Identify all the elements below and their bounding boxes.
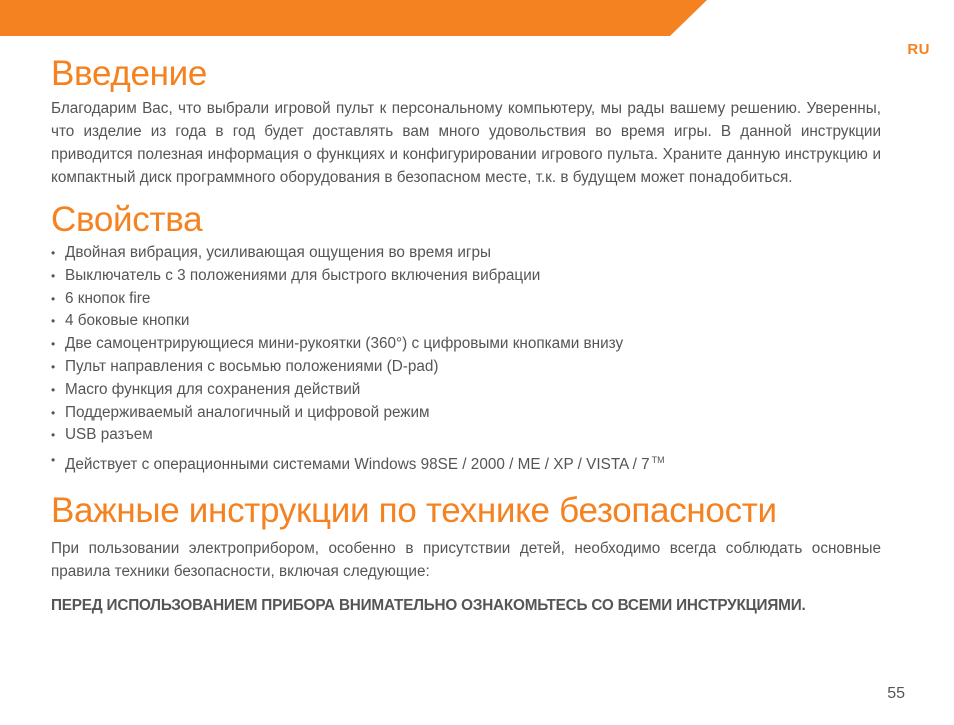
feature-text: 6 кнопок fire <box>65 289 151 307</box>
feature-text: USB разъем <box>65 426 153 444</box>
feature-item <box>51 424 881 447</box>
bullet-icon: • <box>51 246 56 260</box>
language-code: RU <box>907 41 930 58</box>
features-title: Свойства <box>51 200 203 239</box>
feature-text: Выключатель с 3 положениями для быстрого включения вибрации <box>65 266 541 284</box>
bullet-icon: • <box>51 314 56 329</box>
header-accent-shape <box>0 0 954 36</box>
feature-text: Две самоцентрирующиеся мини-рукоятки (360°) с цифровыми кнопками внизу <box>65 335 624 353</box>
feature-item <box>51 402 881 425</box>
features-list <box>51 242 881 477</box>
bullet-icon: • <box>51 268 56 283</box>
intro-paragraph: Благодарим Вас, что выбрали игровой пульт к персональному компьютеру, мы рады вашему решению. Уверенны, что изделие из года в год будет доставлять вам много удовольствия во время игры. В данной инструкции приводится полезная информация о функциях и конфигурировании игрового пульта. Храните данную инструкцию и компактный диск программного оборудования в безопасном месте, т.к. в будущем может понадобиться. <box>51 100 881 186</box>
feature-item <box>51 310 881 333</box>
header-accent-bar <box>0 0 954 36</box>
safety-warning: ПЕРЕД ИСПОЛЬЗОВАНИЕМ ПРИБОРА ВНИМАТЕЛЬНО ОЗНАКОМЬТЕСЬ СО ВСЕМИ ИНСТРУКЦИЯМИ. <box>51 596 806 614</box>
bullet-icon: • <box>51 291 56 306</box>
feature-text: 4 боковые кнопки <box>65 312 190 330</box>
feature-text: Поддерживаемый аналогичный и цифровой режим <box>65 403 430 421</box>
feature-text: Действует с операционными системами Windows 98SE / 2000 / ME / XP / VISTA / 7 <box>65 456 650 474</box>
feature-text: Двойная вибрация, усиливающая ощущения во время игры <box>65 244 491 261</box>
bullet-icon: • <box>51 428 56 443</box>
intro-title: Введение <box>51 54 208 93</box>
feature-text: Macro функция для сохранения действий <box>65 380 361 398</box>
bullet-icon: • <box>51 382 56 397</box>
feature-text: Пульт направления с восьмью положениями (D-pad) <box>65 357 439 375</box>
feature-item <box>51 356 881 379</box>
feature-item <box>51 449 881 477</box>
feature-item <box>51 288 881 311</box>
bullet-icon: • <box>51 359 56 374</box>
trademark-superscript: TM <box>651 455 665 466</box>
feature-item <box>51 265 881 288</box>
page-content <box>51 54 881 617</box>
bullet-icon: • <box>51 337 56 352</box>
bullet-icon: • <box>51 405 56 420</box>
safety-paragraph: При пользовании электроприбором, особенно в присутствии детей, необходимо всегда соблюдать основные правила техники безопасности, включая следующие: <box>51 539 881 580</box>
feature-item <box>51 333 881 356</box>
feature-item <box>51 242 881 265</box>
bullet-icon: • <box>51 453 56 468</box>
page-number: 55 <box>887 685 905 702</box>
feature-item <box>51 379 881 402</box>
safety-title: Важные инструкции по технике безопасности <box>51 490 777 530</box>
